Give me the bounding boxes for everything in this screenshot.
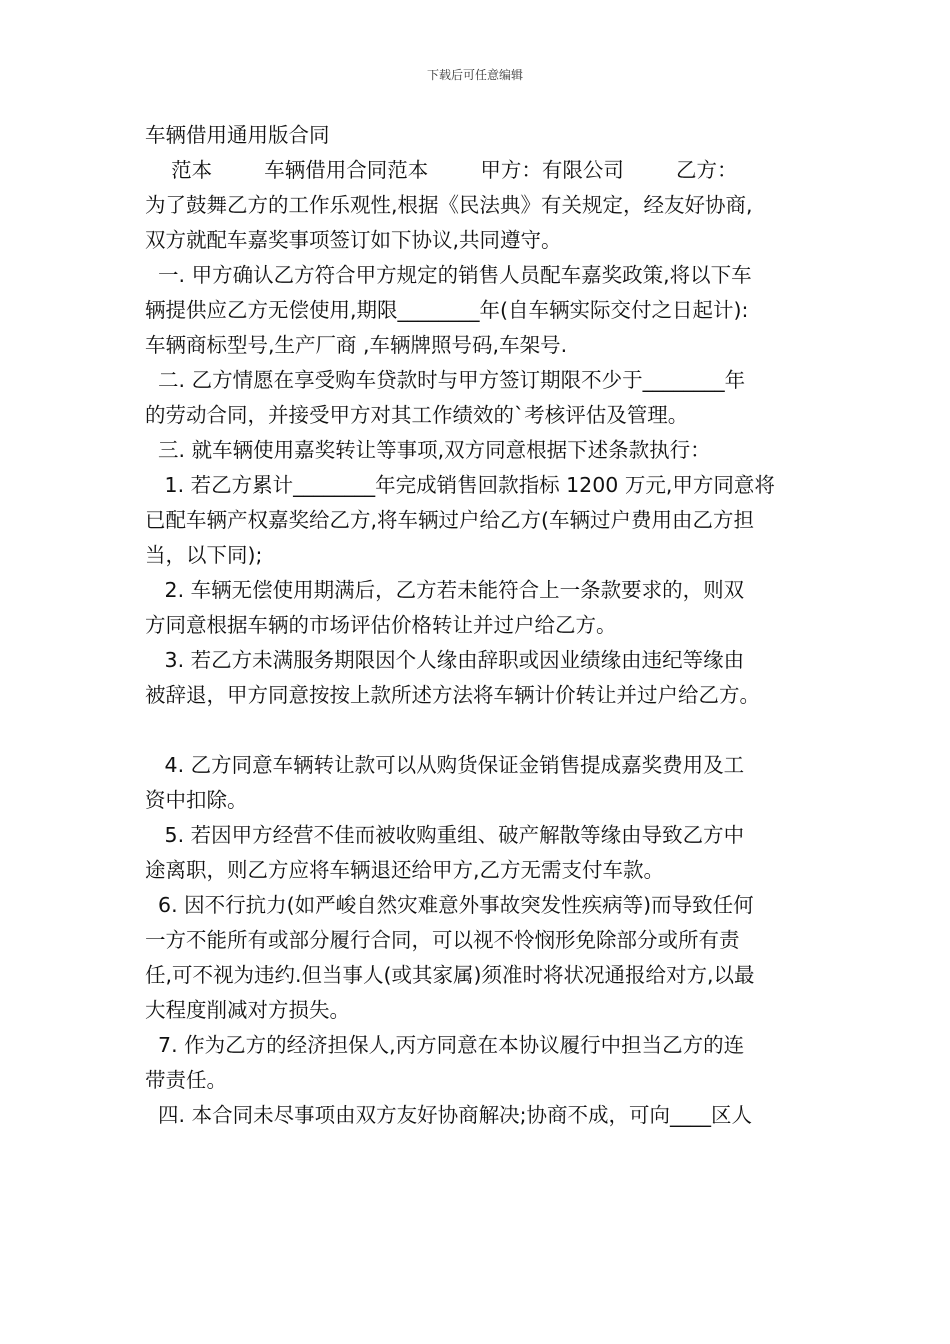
- page-header-note: 下载后可任意编辑: [426, 68, 523, 82]
- item-3-line: 3. 若乙方未满服务期限因个人缘由辞职或因业绩缘由违纪等缘由: [145, 648, 745, 672]
- item-2-line: 方同意根据车辆的市场评估价格转让并过户给乙方。: [145, 613, 617, 637]
- clause-1-line: 辆提供应乙方无偿使用,期限________年(自车辆实际交付之日起计):: [145, 298, 749, 322]
- contract-body: [145, 118, 810, 1133]
- item-5-line: 途离职，则乙方应将车辆退还给甲方,乙方无需支付车款。: [145, 858, 665, 882]
- item-7-line: 带责任。: [145, 1068, 227, 1092]
- item-6-line: 大程度削减对方损失。: [145, 998, 350, 1022]
- clause-2-line: 二. 乙方情愿在享受购车贷款时与甲方签订期限不少于________年: [145, 368, 746, 392]
- document-title: 车辆借用通用版合同: [145, 123, 330, 147]
- paragraph-line: 双方就配车嘉奖事项签订如下协议,共同遵守。: [145, 228, 562, 252]
- item-1-line: 已配车辆产权嘉奖给乙方,将车辆过户给乙方(车辆过户费用由乙方担: [145, 508, 755, 532]
- item-6-line: 任,可不视为违约.但当事人(或其家属)须准时将状况通报给对方,以最: [145, 963, 755, 987]
- item-3-line: 被辞退，甲方同意按按上款所述方法将车辆计价转让并过户给乙方。: [145, 683, 760, 707]
- item-7-line: 7. 作为乙方的经济担保人,丙方同意在本协议履行中担当乙方的连: [145, 1033, 745, 1057]
- item-6-line: 一方不能所有或部分履行合同，可以视不怜悯形免除部分或所有责: [145, 928, 740, 952]
- item-4-line: 资中扣除。: [145, 788, 248, 812]
- clause-1-line: 车辆商标型号,生产厂商 ,车辆牌照号码,车架号.: [145, 333, 568, 357]
- paragraph-line: 为了鼓舞乙方的工作乐观性,根据《民法典》有关规定，经友好协商,: [145, 193, 753, 217]
- item-4-line: 4. 乙方同意车辆转让款可以从购货保证金销售提成嘉奖费用及工: [145, 753, 745, 777]
- item-1-line: 当，以下同);: [145, 543, 263, 567]
- clause-1-line: 一. 甲方确认乙方符合甲方规定的销售人员配车嘉奖政策,将以下车: [145, 263, 752, 287]
- clause-2-line: 的劳动合同，并接受甲方对其工作绩效的`考核评估及管理。: [145, 403, 689, 427]
- blank-line: [145, 713, 810, 748]
- parties-line: 范本 车辆借用合同范本 甲方：有限公司 乙方：: [145, 158, 738, 182]
- item-6-line: 6. 因不行抗力(如严峻自然灾难意外事故突发性疾病等)而导致任何: [145, 893, 754, 917]
- item-5-line: 5. 若因甲方经营不佳而被收购重组、破产解散等缘由导致乙方中: [145, 823, 745, 847]
- clause-3-line: 三. 就车辆使用嘉奖转让等事项,双方同意根据下述条款执行：: [145, 438, 711, 462]
- item-2-line: 2. 车辆无偿使用期满后，乙方若未能符合上一条款要求的，则双: [145, 578, 745, 602]
- item-1-line: 1. 若乙方累计________年完成销售回款指标 1200 万元,甲方同意将: [145, 473, 775, 497]
- clause-4-line: 四. 本合同未尽事项由双方友好协商解决;协商不成，可向____区人: [145, 1103, 752, 1127]
